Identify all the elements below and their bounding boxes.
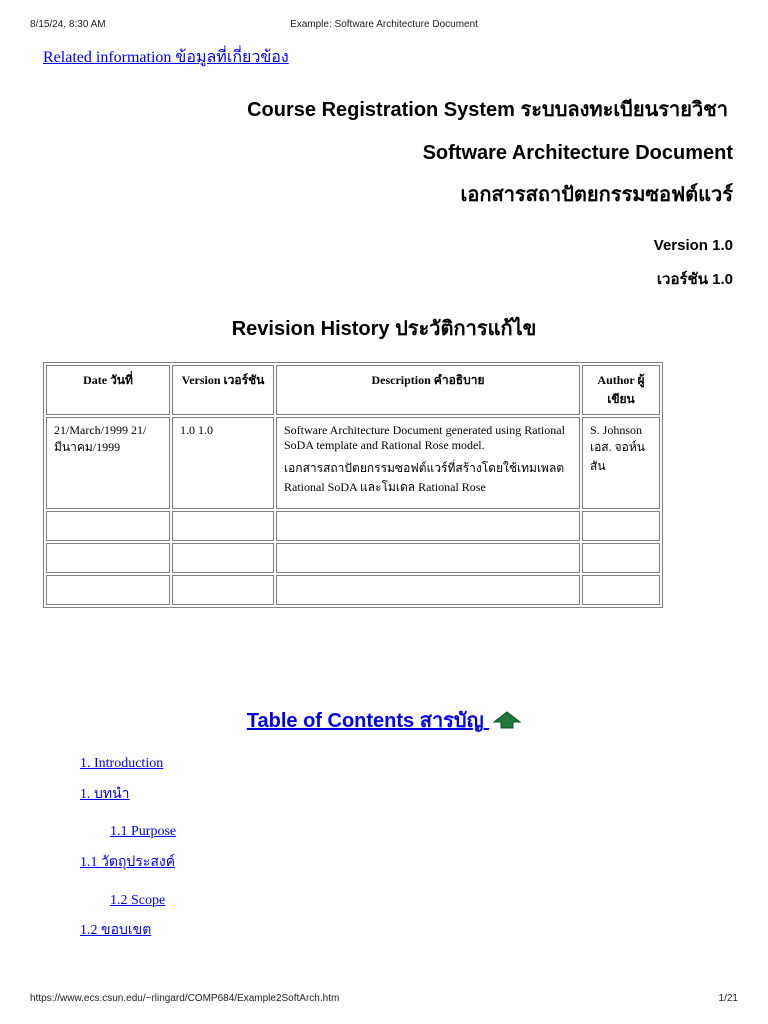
column-header-author: Author ผู้เขียน bbox=[582, 365, 660, 415]
table-row bbox=[46, 575, 660, 605]
related-information-link[interactable]: Related information ข้อมูลที่เกี่ยวข้อง bbox=[43, 49, 289, 66]
toc-link-introduction[interactable]: 1. Introduction bbox=[80, 756, 164, 771]
print-footer bbox=[0, 993, 768, 1007]
revision-history-heading: Revision History ประวัติการแก้ไข bbox=[231, 318, 537, 340]
toc-heading-text: Table of Contents สารบัญ bbox=[246, 710, 484, 732]
print-header-title: Example: Software Architecture Document bbox=[290, 19, 478, 30]
cell-empty bbox=[172, 511, 274, 541]
toc-link-purpose-thai[interactable]: 1.1 วัตถุประสงค์ bbox=[80, 855, 176, 870]
table-row bbox=[46, 511, 660, 541]
print-footer-page-number: 1/21 bbox=[718, 993, 738, 1004]
version-label: Version 1.0 bbox=[653, 237, 733, 254]
cell-empty bbox=[172, 543, 274, 573]
toc-heading-link[interactable] bbox=[247, 710, 489, 732]
print-header-datetime: 8/15/24, 8:30 AM bbox=[30, 19, 106, 30]
table-row bbox=[46, 543, 660, 573]
cell-date: 21/March/1999 21/มีนาคม/1999 bbox=[46, 417, 170, 509]
revision-history-table bbox=[43, 362, 663, 608]
green-up-arrow-icon[interactable] bbox=[493, 711, 521, 735]
toc-link-purpose[interactable]: 1.1 Purpose bbox=[110, 824, 177, 839]
cell-empty bbox=[582, 511, 660, 541]
document-title: Software Architecture Document bbox=[422, 142, 733, 164]
cell-empty bbox=[276, 511, 580, 541]
author-english: S. Johnson bbox=[590, 423, 643, 437]
author-thai: เอส. จอห์นสัน bbox=[590, 440, 645, 473]
toc-link-scope-thai[interactable]: 1.2 ขอบเขต bbox=[80, 923, 152, 938]
cell-empty bbox=[582, 543, 660, 573]
cell-empty bbox=[276, 543, 580, 573]
column-header-version: Version เวอร์ชัน bbox=[172, 365, 274, 415]
print-header bbox=[0, 19, 768, 33]
table-row bbox=[46, 417, 660, 509]
cell-empty bbox=[46, 511, 170, 541]
cell-empty bbox=[172, 575, 274, 605]
cell-empty bbox=[582, 575, 660, 605]
toc-link-introduction-thai[interactable]: 1. บทนำ bbox=[80, 787, 130, 802]
cell-version: 1.0 1.0 bbox=[172, 417, 274, 509]
description-thai: เอกสารสถาปัตยกรรมซอฟต์แวร์ที่สร้างโดยใช้เทมเพลต Rational SoDA และโมเดล Rational Rose bbox=[284, 461, 565, 494]
toc-link-scope[interactable]: 1.2 Scope bbox=[110, 893, 166, 908]
column-header-description: Description คำอธิบาย bbox=[276, 365, 580, 415]
version-label-thai: เวอร์ชัน 1.0 bbox=[656, 271, 733, 288]
cell-description bbox=[276, 417, 580, 509]
table-of-contents-heading bbox=[0, 704, 768, 736]
cell-empty bbox=[276, 575, 580, 605]
course-title: Course Registration System ระบบลงทะเบียนรายวิชา bbox=[247, 99, 728, 121]
cell-empty bbox=[46, 575, 170, 605]
column-header-date: Date วันที่ bbox=[46, 365, 170, 415]
cell-author bbox=[582, 417, 660, 509]
cell-empty bbox=[46, 543, 170, 573]
description-english: Software Architecture Document generated using Rational SoDA template and Rational Rose model. bbox=[284, 423, 565, 452]
document-title-thai: เอกสารสถาปัตยกรรมซอฟต์แวร์ bbox=[460, 184, 733, 206]
print-footer-url: https://www.ecs.csun.edu/~rlingard/COMP684/Example2SoftArch.htm bbox=[30, 993, 340, 1004]
table-header-row bbox=[46, 365, 660, 415]
